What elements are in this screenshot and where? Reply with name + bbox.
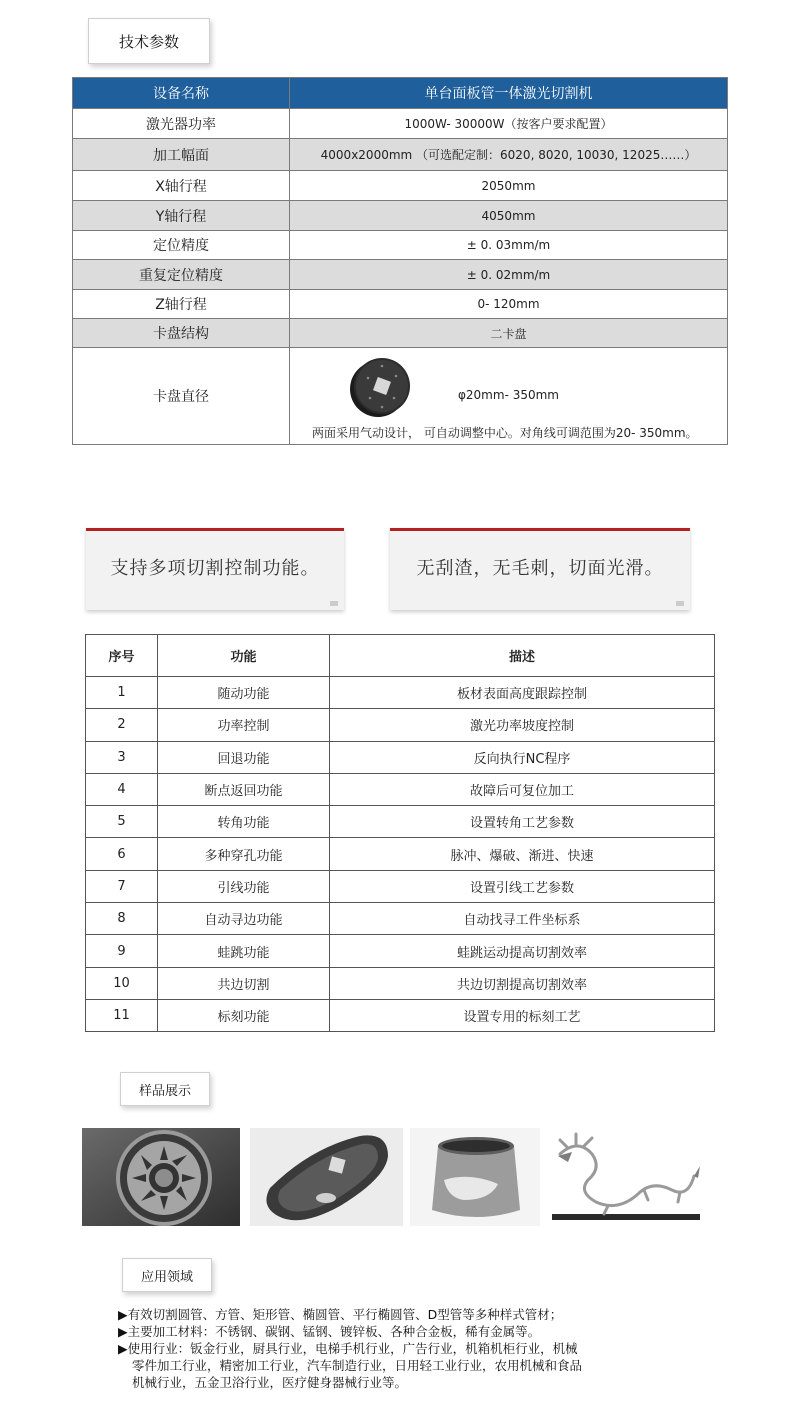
row-description: 共边切割提高切割效率 [330,967,715,999]
spec-label: Y轴行程 [73,201,290,231]
spec-header-label: 设备名称 [73,78,290,109]
spec-value: 1000W- 30000W（按客户要求配置） [290,109,728,139]
row-description: 蛙跳运动提高切割效率 [330,935,715,967]
row-function: 断点返回功能 [158,773,330,805]
application-section-title [122,1258,212,1292]
row-function: 多种穿孔功能 [158,838,330,870]
table-row [86,999,715,1031]
application-line: 机械行业，五金卫浴行业，医疗健身器械行业等。 [132,1375,408,1390]
row-description: 板材表面高度跟踪控制 [330,677,715,709]
table-row [86,870,715,902]
spec-row [73,260,728,290]
spec-row [73,231,728,260]
row-index: 3 [86,741,158,773]
sample-image-round-tube [410,1128,540,1226]
chuck-image [348,356,412,418]
spec-row [73,139,728,171]
col-header-index: 序号 [86,635,158,677]
function-header-row [86,635,715,677]
row-index: 4 [86,773,158,805]
row-index: 9 [86,935,158,967]
application-line: ▶主要加工材料：不锈钢、碳钢、锰钢、镀锌板、各种合金板，稀有金属等。 [118,1324,541,1339]
row-description: 反向执行NC程序 [330,741,715,773]
spec-value: 二卡盘 [290,319,728,348]
row-index: 6 [86,838,158,870]
row-function: 随动功能 [158,677,330,709]
row-index: 8 [86,903,158,935]
spec-value: ± 0. 02mm/m [290,260,728,290]
spec-row [73,319,728,348]
col-header-description: 描述 [330,635,715,677]
chuck-diameter-value: φ20mm- 350mm [458,388,559,402]
feature-card-text: 支持多项切割控制功能。 [110,558,320,579]
row-function: 回退功能 [158,741,330,773]
spec-row [73,171,728,201]
spec-label: 重复定位精度 [73,260,290,290]
application-section-title-text: 应用领域 [140,1269,193,1285]
row-index: 10 [86,967,158,999]
spec-label: 定位精度 [73,231,290,260]
row-description: 设置引线工艺参数 [330,870,715,902]
feature-card-text: 无刮渣，无毛刺，切面光滑。 [416,558,664,579]
samples-section-title [120,1072,210,1106]
row-index: 7 [86,870,158,902]
tech-section-title [88,18,210,64]
spec-row [73,201,728,231]
spec-label: X轴行程 [73,171,290,201]
table-row [86,709,715,741]
card-accent-bar [390,528,690,531]
row-description: 脉冲、爆破、渐进、快速 [330,838,715,870]
spec-value: 0- 120mm [290,290,728,319]
row-description: 设置专用的标刻工艺 [330,999,715,1031]
row-index: 1 [86,677,158,709]
application-line: 零件加工行业，精密加工行业，汽车制造行业，日用轻工业行业，农用机械和食品 [132,1358,583,1373]
card-corner-mark [330,601,338,606]
table-row [86,967,715,999]
row-function: 蛙跳功能 [158,935,330,967]
row-index: 2 [86,709,158,741]
spec-value: 2050mm [290,171,728,201]
spec-row [73,290,728,319]
application-line: ▶有效切割圆管、方管、矩形管、椭圆管、平行椭圆管、D型管等多种样式管材； [118,1307,563,1322]
spec-row-chuck [73,348,728,445]
sample-image-oval-tube [250,1128,403,1226]
sample-image-metal-dragon [548,1128,704,1226]
tech-section-title-text: 技术参数 [118,32,179,51]
spec-label: 卡盘直径 [73,348,290,445]
card-corner-mark [676,601,684,606]
table-row [86,677,715,709]
row-function: 功率控制 [158,709,330,741]
application-line: ▶使用行业：钣金行业，厨具行业，电梯手机行业，广告行业，机箱机柜行业，机械 [118,1341,578,1356]
chuck-note: 两面采用气动设计， 可自动调整中心。对角线可调范围为20- 350mm。 [312,426,698,440]
row-index: 11 [86,999,158,1031]
table-row [86,773,715,805]
spec-value: 4000x2000mm （可选配定制：6020, 8020, 10030, 12025……） [290,139,728,171]
card-accent-bar [86,528,344,531]
row-description: 自动找寻工件坐标系 [330,903,715,935]
spec-label: Z轴行程 [73,290,290,319]
spec-label: 激光器功率 [73,109,290,139]
application-list [118,1306,582,1391]
table-row [86,838,715,870]
spec-row [73,109,728,139]
row-description: 激光功率坡度控制 [330,709,715,741]
spec-table [72,77,728,445]
table-row [86,903,715,935]
spec-header-value: 单台面板管一体激光切割机 [290,78,728,109]
row-function: 标刻功能 [158,999,330,1031]
spec-value: ± 0. 03mm/m [290,231,728,260]
row-description: 故障后可复位加工 [330,773,715,805]
spec-header-row [73,78,728,109]
row-function: 引线功能 [158,870,330,902]
row-index: 5 [86,806,158,838]
samples-section-title-text: 样品展示 [138,1083,191,1099]
table-row [86,935,715,967]
spec-value-chuck [290,348,728,445]
function-table [85,634,715,1032]
row-function: 自动寻边功能 [158,903,330,935]
table-row [86,806,715,838]
row-function: 转角功能 [158,806,330,838]
feature-card [390,528,690,610]
row-function: 共边切割 [158,967,330,999]
feature-card [86,528,344,610]
spec-label: 卡盘结构 [73,319,290,348]
col-header-function: 功能 [158,635,330,677]
spec-label: 加工幅面 [73,139,290,171]
row-description: 设置转角工艺参数 [330,806,715,838]
sample-image-sun-disc [82,1128,240,1226]
table-row [86,741,715,773]
spec-value: 4050mm [290,201,728,231]
